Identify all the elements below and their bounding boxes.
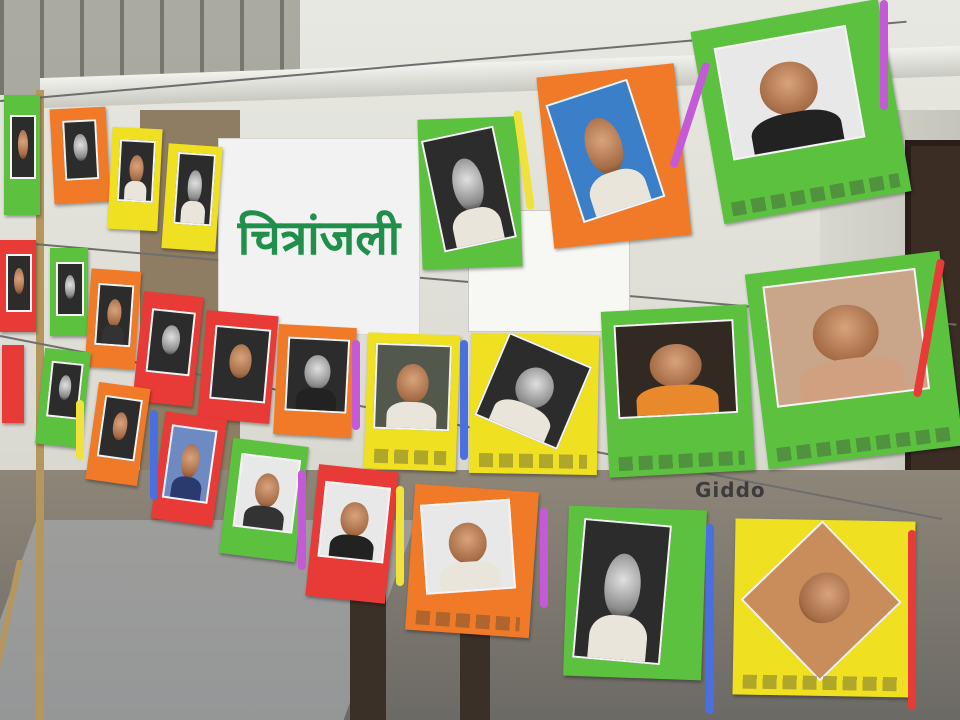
poster [305, 464, 398, 604]
streamer-ribbon [908, 530, 916, 710]
streamer-ribbon [460, 340, 468, 460]
poster [601, 304, 755, 477]
poster [563, 506, 707, 681]
dark-post [350, 590, 386, 720]
streamer-ribbon [352, 340, 360, 430]
poster [417, 116, 522, 269]
poster [732, 518, 915, 697]
streamer-ribbon [706, 524, 714, 714]
poster [219, 438, 309, 562]
streamer-ribbon [76, 400, 84, 460]
poster [50, 107, 111, 205]
poster [691, 0, 912, 224]
poster [536, 63, 691, 248]
poster [405, 484, 539, 638]
poster [50, 248, 88, 336]
streamer-ribbon [396, 486, 404, 586]
poster [745, 251, 960, 469]
poster [273, 324, 357, 438]
poster [4, 95, 40, 215]
streamer-ribbon [298, 470, 306, 570]
poster [197, 310, 278, 424]
title-banner [218, 138, 420, 335]
wall-graffiti: Giddo [695, 478, 766, 502]
streamer-ribbon [880, 0, 888, 110]
poster [161, 143, 222, 252]
streamer-ribbon [150, 410, 158, 500]
poster [469, 333, 599, 475]
streamer-ribbon [540, 508, 548, 608]
poster [107, 127, 162, 231]
banner-title: चित्रांजली [237, 210, 401, 266]
poster [2, 345, 24, 423]
poster [85, 268, 142, 369]
poster [0, 240, 36, 332]
poster [364, 332, 461, 471]
